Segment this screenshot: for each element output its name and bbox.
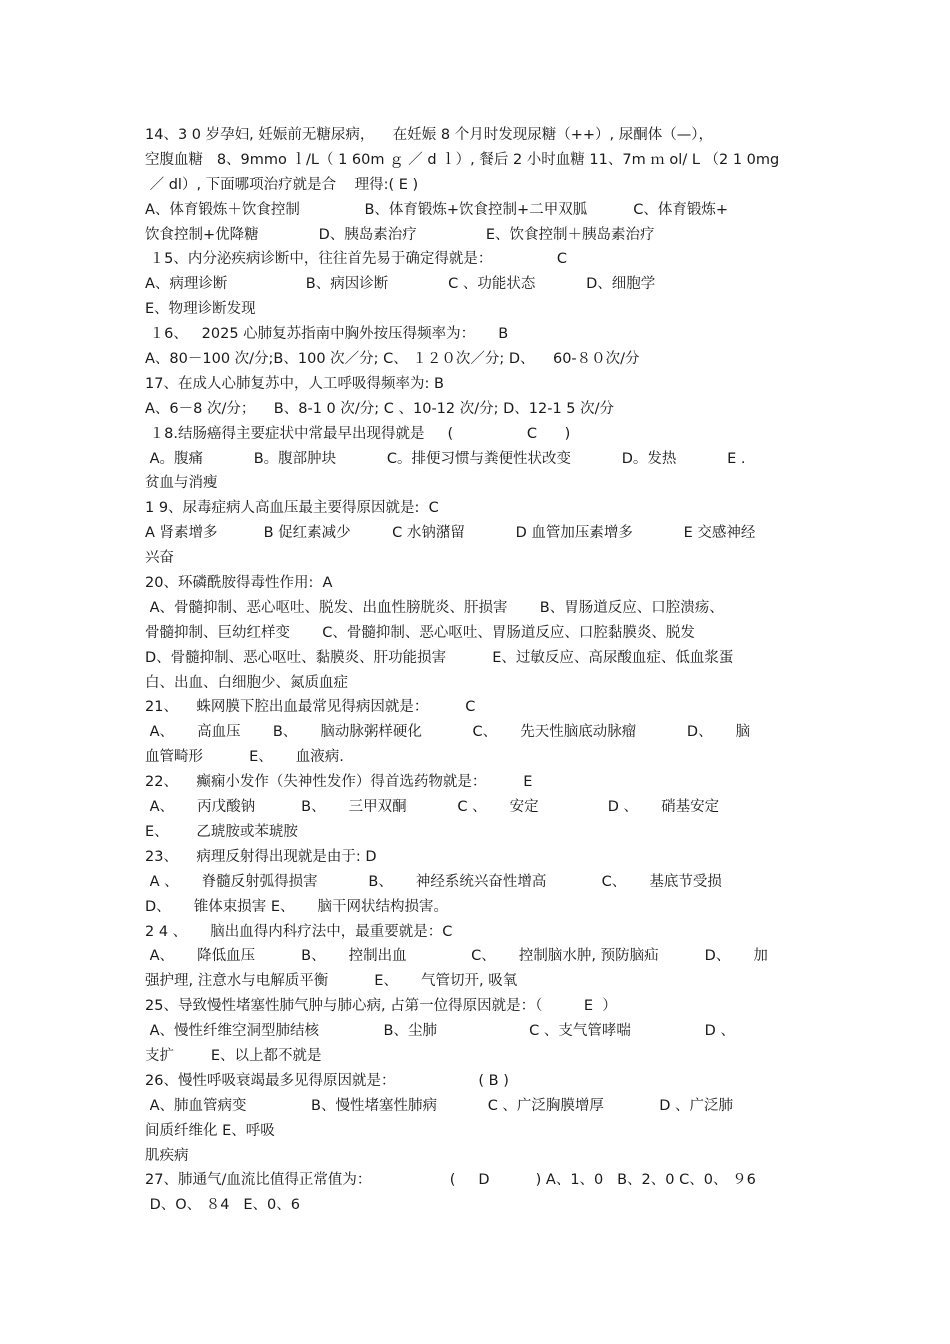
text-line: 21、 蛛网膜下腔出血最常见得病因就是： C: [145, 699, 476, 716]
text-line: A 肾素增多 B 促红素减少 C 水钠潴留 D 血管加压素增多 E 交感神经: [145, 525, 756, 542]
text-line: A、病理诊断 B、病因诊断 C 、功能状态 D、细胞学: [145, 276, 656, 293]
text-line: A、骨髓抑制、恶心呕吐、脱发、出血性膀胱炎、肝损害 B、胃肠道反应、口腔溃疡、: [145, 599, 724, 616]
text-line: 空腹血糖 8、9mmo ｌ/L（ 1 60m ｇ ／ d ｌ）, 餐后 2 小时血糖 11、7m ｍ ol/ L （2 1 0mg: [145, 151, 780, 168]
text-line: 20、环磷酰胺得毒性作用: A: [145, 575, 333, 592]
text-line: ／ dl）, 下面哪项治疗就是合 理得:( E ): [145, 176, 419, 193]
text-line: A、 降低血压 B、 控制出血 C、 控制脑水肿, 预防脑疝 D、 加: [145, 948, 768, 965]
text-line: 23、 病理反射得出现就是由于: D: [145, 848, 377, 865]
text-line: 2 4 、 脑出血得内科疗法中，最重要就是：C: [145, 923, 453, 940]
text-line: 1 9、尿毒症病人高血压最主要得原因就是: C: [145, 500, 439, 517]
question-text-block: [145, 123, 815, 1218]
text-line: 26、慢性呼吸衰竭最多见得原因就是： ( B ): [145, 1072, 509, 1089]
text-line: 25、导致慢性堵塞性肺气肿与肺心病, 占第一位得原因就是：（ E ）: [145, 998, 617, 1015]
text-line: A、6－8 次/分； B、8-1 0 次/分; C 、10-12 次/分; D、12-1 5 次/分: [145, 400, 615, 417]
text-line: 饮食控制+优降糖 D、胰岛素治疗 E、饮食控制＋胰岛素治疗: [145, 226, 655, 243]
text-line: A、 高血压 B、 脑动脉粥样硬化 C、 先天性脑底动脉瘤 D、 脑: [145, 724, 751, 741]
text-line: 贫血与消瘦: [145, 475, 218, 492]
text-line: A、80－100 次/分;B、100 次／分; C、 １２０次／分; D、 60-８０次/分: [145, 351, 640, 368]
text-line: A、 丙戊酸钠 B、 三甲双酮 C 、 安定 D 、 硝基安定: [145, 799, 720, 816]
text-line: E、物理诊断发现: [145, 301, 256, 318]
text-line: 强护理, 注意水与电解质平衡 E、 气管切开, 吸氧: [145, 973, 518, 990]
text-line: １6、 2025 心肺复苏指南中胸外按压得频率为： B: [145, 326, 509, 343]
text-line: D、 锥体束损害 E、 脑干网状结构损害。: [145, 898, 449, 915]
text-line: 22、 癫痫小发作（失神性发作）得首选药物就是： E: [145, 774, 533, 791]
text-line: A、体育锻炼＋饮食控制 B、体育锻炼+饮食控制+二甲双胍 C、体育锻炼+: [145, 201, 729, 218]
text-line: E、 乙琥胺或苯琥胺: [145, 823, 298, 840]
text-line: D、骨髓抑制、恶心呕吐、黏膜炎、肝功能损害 E、过敏反应、高尿酸血症、低血浆蛋: [145, 649, 734, 666]
text-line: D、O、 ８4 E、0、6: [145, 1197, 300, 1214]
text-line: A、慢性纤维空洞型肺结核 B、尘肺 C 、支气管哮喘 D 、: [145, 1023, 735, 1040]
text-line: A。腹痛 B。腹部肿块 C。排便习惯与粪便性状改变 D。发热 E .: [145, 450, 746, 467]
text-line: 间质纤维化 E、呼吸: [145, 1122, 275, 1139]
text-line: 骨髓抑制、巨幼红样变 C、骨髓抑制、恶心呕吐、胃肠道反应、口腔黏膜炎、脱发: [145, 624, 695, 641]
text-line: 支扩 E、以上都不就是: [145, 1047, 322, 1064]
text-line: 白、出血、白细胞少、氮质血症: [145, 674, 348, 691]
text-line: 肌疾病: [145, 1147, 189, 1164]
text-line: １5、内分泌疾病诊断中，往往首先易于确定得就是： C: [145, 251, 567, 268]
text-line: 17、在成人心肺复苏中，人工呼吸得频率为: B: [145, 375, 444, 392]
text-line: A 、 脊髓反射弧得损害 B、 神经系统兴奋性增高 C、 基底节受损: [145, 873, 722, 890]
text-line: 兴奋: [145, 550, 174, 567]
text-line: 27、肺通气/血流比值得正常值为： ( D ) A、1、0 B、2、0 C、0、 ９6: [145, 1172, 756, 1189]
text-line: 血管畸形 E、 血液病.: [145, 749, 344, 766]
text-line: A、肺血管病变 B、慢性堵塞性肺病 C 、广泛胸膜增厚 D 、广泛肺: [145, 1097, 734, 1114]
text-line: １8.结肠癌得主要症状中常最早出现得就是 ( C ): [145, 425, 571, 442]
text-line: 14、3 0 岁孕妇, 妊娠前无糖尿病， 在妊娠 8 个月时发现尿糖（++）, 尿酮体（—），: [145, 127, 713, 143]
